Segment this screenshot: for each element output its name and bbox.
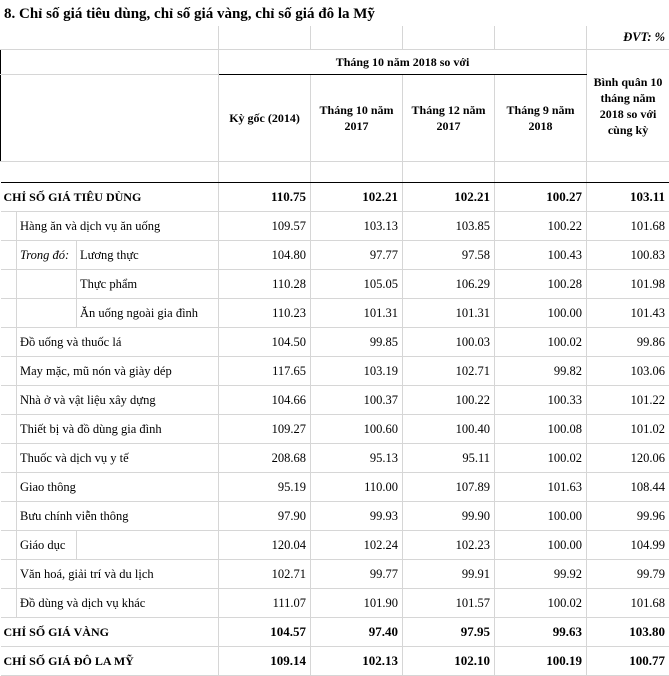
header-group: Tháng 10 năm 2018 so với — [219, 50, 587, 75]
cell: 103.06 — [587, 357, 669, 386]
cell: 110.75 — [219, 183, 311, 212]
cell: 100.28 — [495, 270, 587, 299]
cell: 100.77 — [587, 647, 669, 676]
cell: 100.83 — [587, 241, 669, 270]
cell: 99.77 — [311, 560, 403, 589]
table-row — [1, 183, 669, 212]
row-label: CHỈ SỐ GIÁ ĐÔ LA MỸ — [1, 647, 219, 676]
cell: 101.90 — [311, 589, 403, 618]
cell: 100.60 — [311, 415, 403, 444]
table-row — [1, 241, 669, 270]
row-label: Lương thực — [77, 241, 219, 270]
cell: 104.99 — [587, 531, 669, 560]
row-label: Văn hoá, giải trí và du lịch — [17, 560, 219, 589]
table-row — [1, 444, 669, 473]
cell: 101.57 — [403, 589, 495, 618]
cell: 104.57 — [219, 618, 311, 647]
table-row — [1, 357, 669, 386]
row-label: Đồ uống và thuốc lá — [17, 328, 219, 357]
cell: 120.04 — [219, 531, 311, 560]
table-row — [1, 473, 669, 502]
cell: 103.85 — [403, 212, 495, 241]
cell: 95.13 — [311, 444, 403, 473]
table-row — [1, 299, 669, 328]
cell: 99.63 — [495, 618, 587, 647]
cell: 100.08 — [495, 415, 587, 444]
row-label: Bưu chính viễn thông — [17, 502, 219, 531]
cell: 101.31 — [311, 299, 403, 328]
cell: 100.00 — [495, 502, 587, 531]
cell: 104.80 — [219, 241, 311, 270]
cell: 99.90 — [403, 502, 495, 531]
cell: 101.63 — [495, 473, 587, 502]
cell: 101.98 — [587, 270, 669, 299]
header-dec2017: Tháng 12 năm 2017 — [403, 75, 495, 162]
cell: 99.91 — [403, 560, 495, 589]
cell: 109.27 — [219, 415, 311, 444]
cell: 95.19 — [219, 473, 311, 502]
row-label: CHỈ SỐ GIÁ TIÊU DÙNG — [1, 183, 219, 212]
cell: 101.31 — [403, 299, 495, 328]
cell: 100.02 — [495, 589, 587, 618]
cell: 100.19 — [495, 647, 587, 676]
row-label: Thực phẩm — [77, 270, 219, 299]
cell: 110.00 — [311, 473, 403, 502]
unit-label: ĐVT: % — [587, 26, 669, 50]
row-label: Giao thông — [17, 473, 219, 502]
table-row — [1, 589, 669, 618]
cell: 120.06 — [587, 444, 669, 473]
cell: 100.00 — [495, 299, 587, 328]
cell: 102.24 — [311, 531, 403, 560]
cell: 97.58 — [403, 241, 495, 270]
cell: 99.82 — [495, 357, 587, 386]
cell: 100.00 — [495, 531, 587, 560]
row-label: Giáo dục — [17, 531, 77, 560]
cell: 102.71 — [403, 357, 495, 386]
cell: 109.14 — [219, 647, 311, 676]
cell: 97.95 — [403, 618, 495, 647]
cell: 110.28 — [219, 270, 311, 299]
cell: 108.44 — [587, 473, 669, 502]
row-prefix: Trong đó: — [17, 241, 77, 270]
cell: 101.68 — [587, 212, 669, 241]
cell: 101.43 — [587, 299, 669, 328]
price-index-table — [0, 26, 669, 676]
table-row — [1, 212, 669, 241]
row-label: Thiết bị và đồ dùng gia đình — [17, 415, 219, 444]
page-title: 8. Chỉ số giá tiêu dùng, chỉ số giá vàng, chỉ số giá đô la Mỹ — [4, 6, 375, 23]
cell: 110.23 — [219, 299, 311, 328]
cell: 103.11 — [587, 183, 669, 212]
cell: 99.79 — [587, 560, 669, 589]
cell: 101.22 — [587, 386, 669, 415]
cell: 100.22 — [403, 386, 495, 415]
table-row — [1, 270, 669, 299]
cell: 99.85 — [311, 328, 403, 357]
header-oct2017: Tháng 10 năm 2017 — [311, 75, 403, 162]
cell: 97.90 — [219, 502, 311, 531]
row-label: Thuốc và dịch vụ y tế — [17, 444, 219, 473]
cell: 117.65 — [219, 357, 311, 386]
row-label: May mặc, mũ nón và giày dép — [17, 357, 219, 386]
table-row — [1, 328, 669, 357]
cell: 109.57 — [219, 212, 311, 241]
cell: 100.03 — [403, 328, 495, 357]
cell: 102.21 — [311, 183, 403, 212]
header-sep2018: Tháng 9 năm 2018 — [495, 75, 587, 162]
cell: 100.40 — [403, 415, 495, 444]
cell: 97.40 — [311, 618, 403, 647]
cell: 99.93 — [311, 502, 403, 531]
cell: 99.96 — [587, 502, 669, 531]
cell: 104.50 — [219, 328, 311, 357]
header-avg: Bình quân 10 tháng năm 2018 so với cùng kỳ — [587, 50, 669, 162]
cell: 102.71 — [219, 560, 311, 589]
cell: 100.33 — [495, 386, 587, 415]
row-label: CHỈ SỐ GIÁ VÀNG — [1, 618, 219, 647]
cell: 100.02 — [495, 328, 587, 357]
table-row — [1, 415, 669, 444]
cell: 102.10 — [403, 647, 495, 676]
cell: 100.43 — [495, 241, 587, 270]
cell: 101.02 — [587, 415, 669, 444]
cell: 102.13 — [311, 647, 403, 676]
header-base: Kỳ gốc (2014) — [219, 75, 311, 162]
cell: 100.22 — [495, 212, 587, 241]
cell: 102.23 — [403, 531, 495, 560]
cell: 102.21 — [403, 183, 495, 212]
row-label: Nhà ở và vật liệu xây dựng — [17, 386, 219, 415]
cell: 100.02 — [495, 444, 587, 473]
row-label: Ăn uống ngoài gia đình — [77, 299, 219, 328]
cell: 208.68 — [219, 444, 311, 473]
cell: 99.92 — [495, 560, 587, 589]
cell: 105.05 — [311, 270, 403, 299]
cell: 97.77 — [311, 241, 403, 270]
cell: 103.19 — [311, 357, 403, 386]
cell: 99.86 — [587, 328, 669, 357]
table-row — [1, 386, 669, 415]
cell: 106.29 — [403, 270, 495, 299]
cell: 104.66 — [219, 386, 311, 415]
table-row — [1, 502, 669, 531]
cell: 101.68 — [587, 589, 669, 618]
cell: 100.37 — [311, 386, 403, 415]
cell: 95.11 — [403, 444, 495, 473]
cell: 103.13 — [311, 212, 403, 241]
table-row — [1, 531, 669, 560]
row-label: Đồ dùng và dịch vụ khác — [17, 589, 219, 618]
row-label: Hàng ăn và dịch vụ ăn uống — [17, 212, 219, 241]
cell: 111.07 — [219, 589, 311, 618]
cell: 100.27 — [495, 183, 587, 212]
cell: 103.80 — [587, 618, 669, 647]
table-row — [1, 618, 669, 647]
table-row — [1, 647, 669, 676]
table-row — [1, 560, 669, 589]
cell: 107.89 — [403, 473, 495, 502]
